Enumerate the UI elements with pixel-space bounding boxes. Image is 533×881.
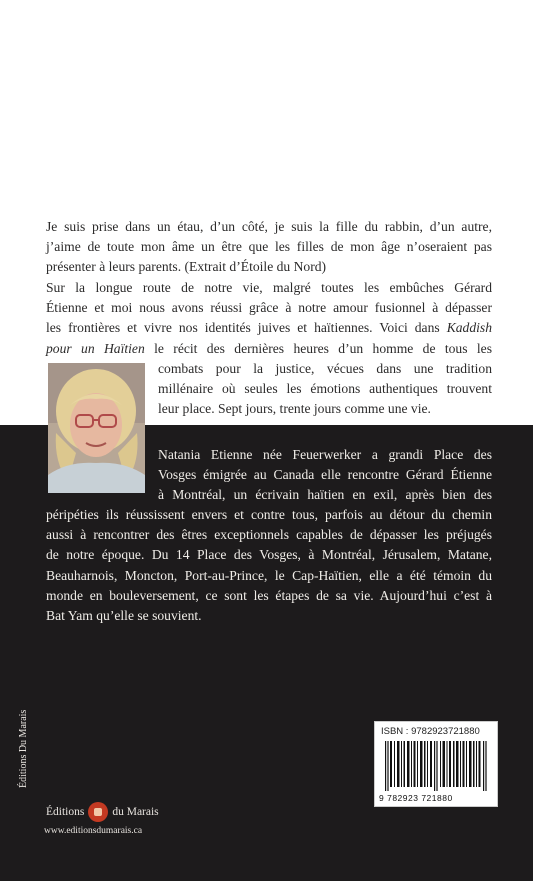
bio-line: péripéties ils réussissent envers et contre tous, parfois au détour du chemin [46,507,492,522]
bio-line: Natania Etienne née Feuerwerker a grandi Place des [158,447,492,462]
summary-line-text: les frontières et vivre nos identités juives et haïtiennes. Voici dans [46,320,440,336]
summary-line: leur place. Sept jours, trente jours comme une vie. [158,401,431,417]
barcode-digits: 9 782923 721880 [379,793,453,803]
summary-line: millénaire où seules les émotions authentiques trouvent [158,381,492,397]
book-title-italic: pour un Haïtien [46,340,145,356]
publisher-name-left: Éditions [46,806,85,818]
bio-line: à Montréal, un écrivain haïtien en exil, après bien des [158,487,492,503]
book-excerpt [46,217,492,278]
summary-line: combats pour la justice, vécues dans une tradition [158,361,492,376]
barcode-icon [385,741,489,791]
book-title-italic: Kaddish [446,320,493,336]
excerpt-line: Je suis prise dans un étau, d’un côté, je suis la fille du rabbin, d’un autre, [46,219,492,234]
bio-line: Bat Yam qu’elle se souvient. [46,608,202,624]
bio-line: aussi à rencontrer des êtres exceptionnels capables de dépasser les préjugés [46,527,492,543]
excerpt-line: j’aime de toute mon âme un être que les filles de mon âge n’oseraient pas [46,239,492,255]
publisher-name [46,802,159,822]
summary-line: Étienne et moi nous avons réussi grâce à notre amour fusionnel à dépasser [46,300,492,316]
bio-line: de notre époque. Du 14 Place des Vosges, à Montréal, Jérusalem, Matane, [46,547,492,563]
spine-publisher-text: Éditions Du Marais [18,709,29,788]
bio-line: Beauharnois, Moncton, Port-au-Prince, le Cap-Haïtien, elle a été témoin du [46,567,492,583]
isbn-barcode-card [374,721,498,807]
publisher-logo-icon [88,802,108,822]
book-summary [46,278,492,359]
summary-line [46,318,492,338]
summary-line [46,339,492,359]
author-bio-continued [46,505,492,626]
excerpt-line: présenter à leurs parents. (Extrait d’Étoile du Nord) [46,259,327,275]
bio-line: Vosges émigrée au Canada elle rencontre Gérard Étienne [158,467,492,483]
book-summary-wrapped [158,359,492,420]
author-bio [158,445,492,506]
author-photo [48,363,145,493]
bio-line: monde en bouleversement, ce sont les étapes de sa vie. Aujourd’hui c’est à [46,587,492,603]
summary-line: Sur la longue route de notre vie, malgré toutes les embûches Gérard [46,280,492,295]
isbn-label: ISBN : 9782923721880 [381,726,480,737]
publisher-name-right: du Marais [112,806,159,818]
publisher-website: www.editionsdumarais.ca [44,826,143,836]
summary-line-text: le récit des dernières heures d’un homme de tous les [154,340,492,356]
author-portrait-icon [48,363,145,493]
